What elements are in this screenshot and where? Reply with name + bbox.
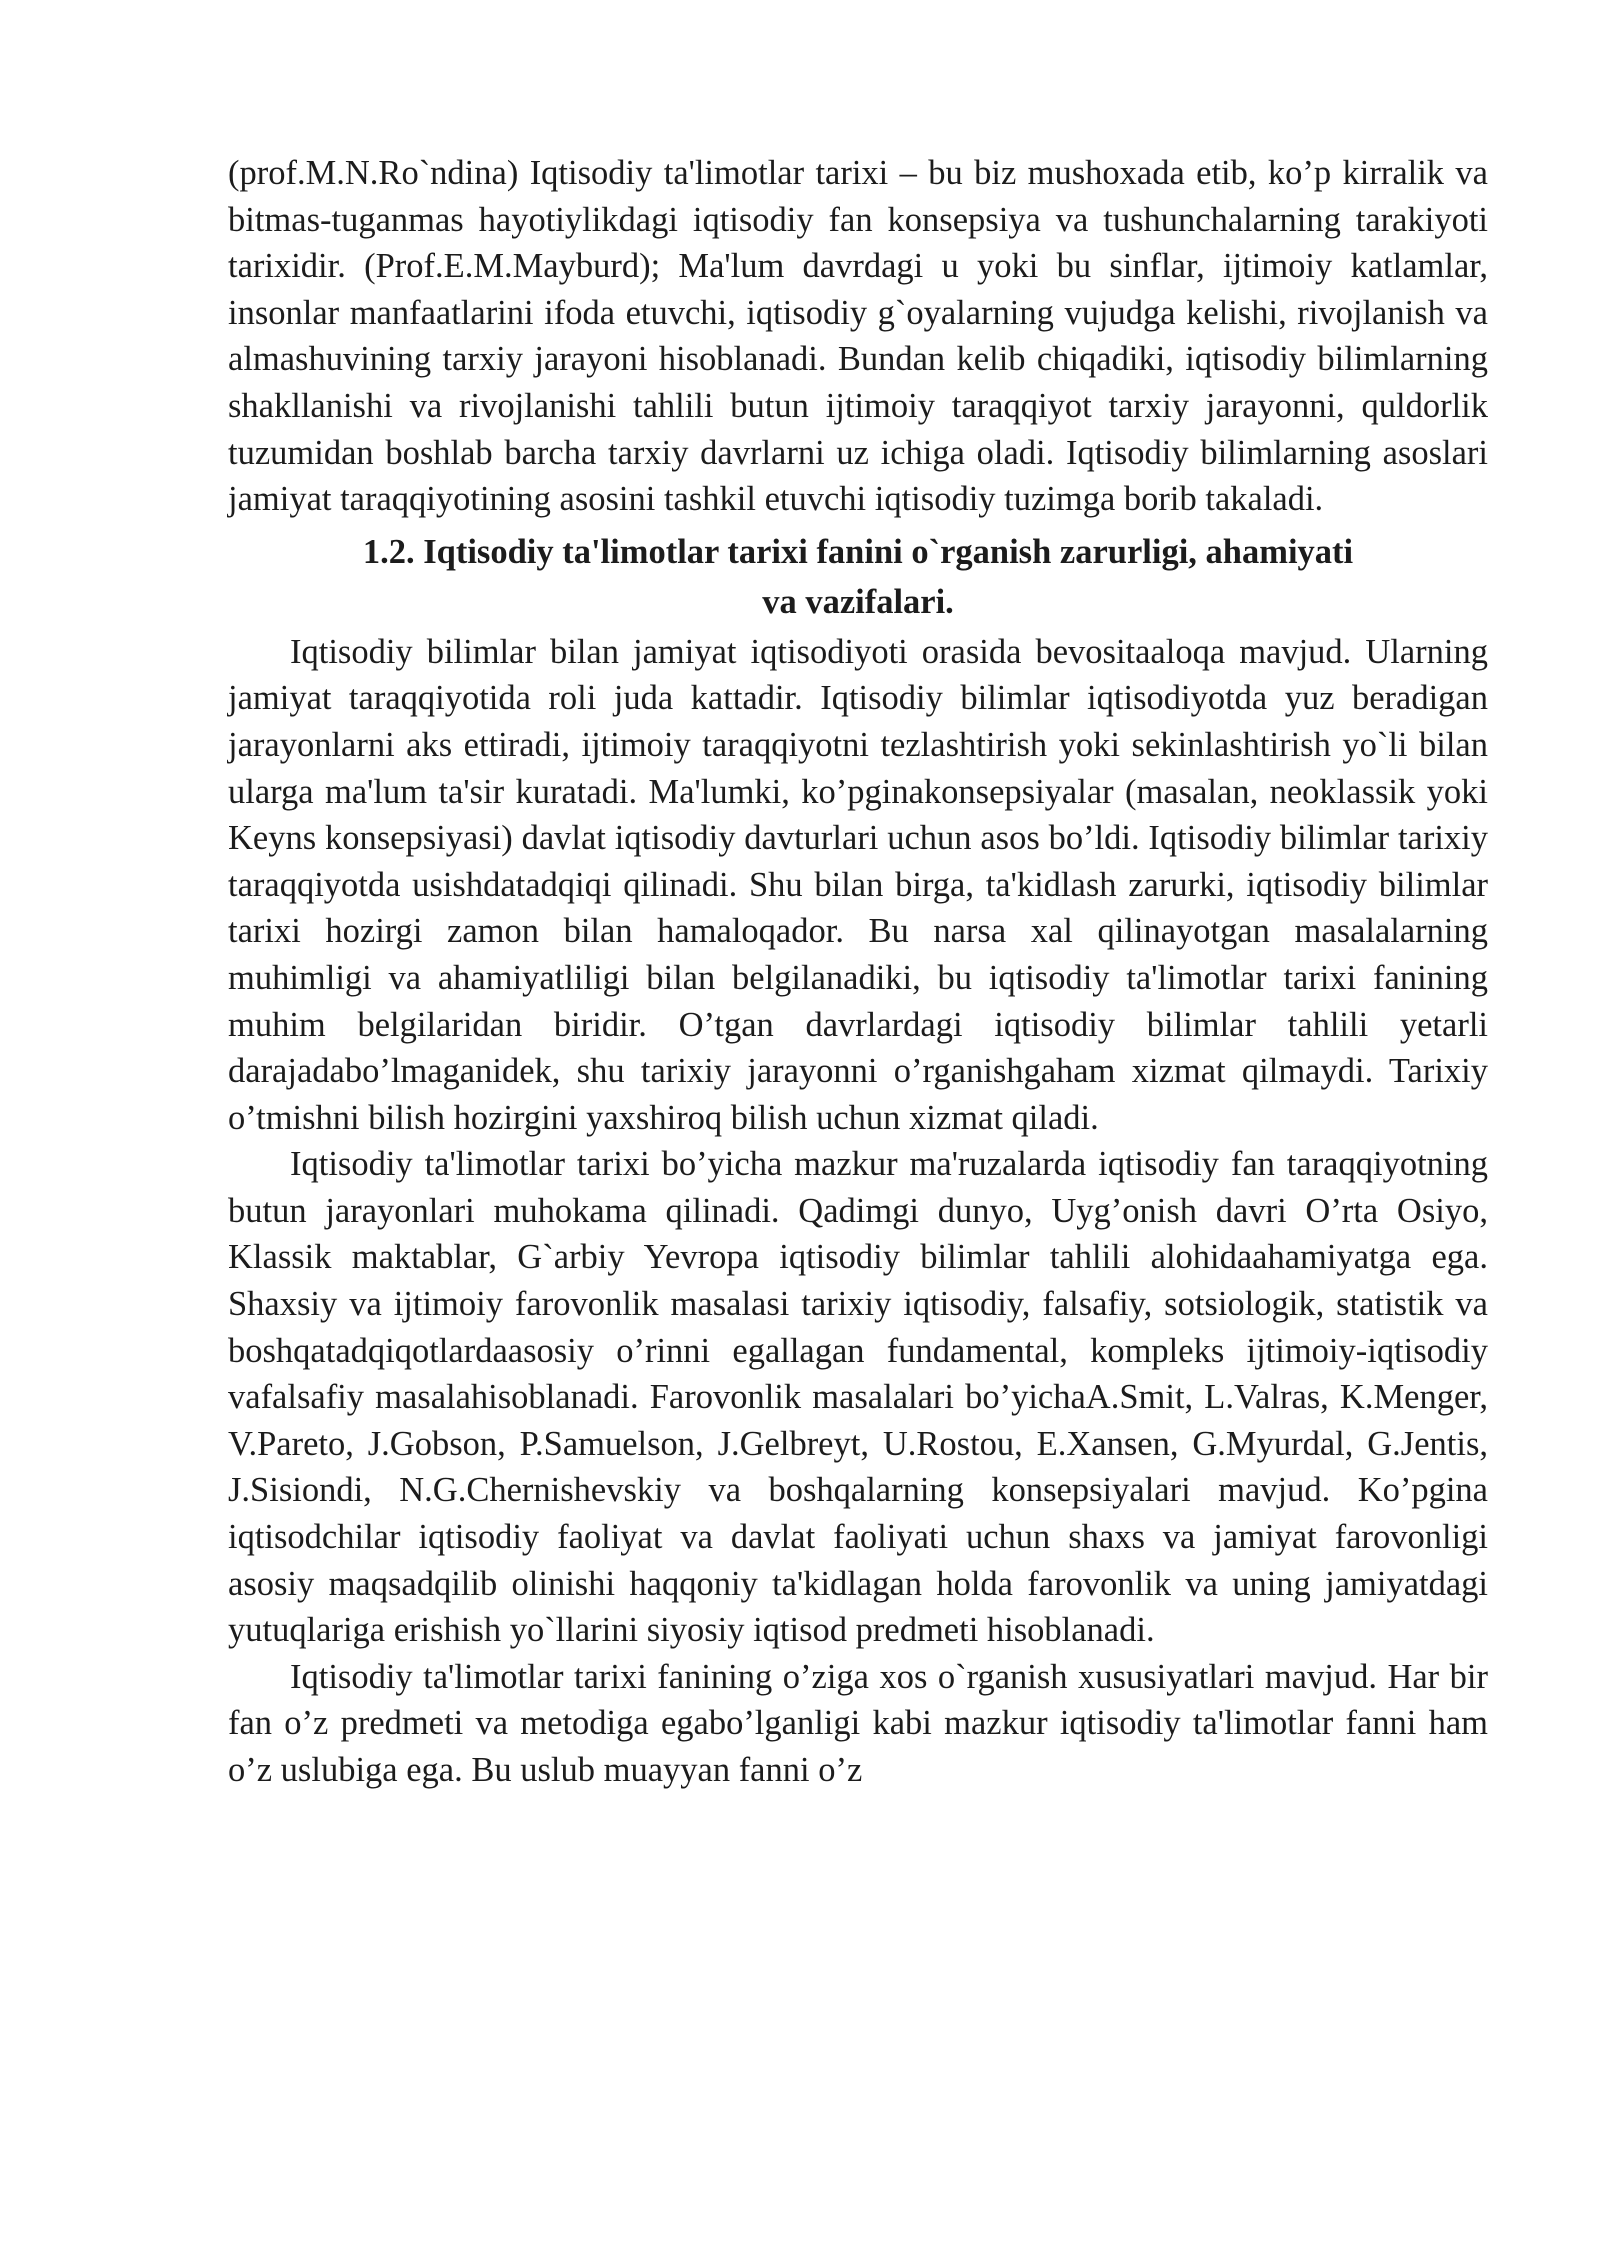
- section-heading-line-2: va vazifalari.: [762, 582, 954, 621]
- document-page: [228, 150, 1488, 1794]
- section-heading: [228, 523, 1488, 629]
- paragraph-intro: (prof.M.N.Ro`ndina) Iqtisodiy ta'limotlar tarixi – bu biz mushoxada etib, ko’p kirralik va bitmas-tuganmas hayotiylikdagi iqtisodiy fan konsepsiya va tushunchalarning tarakiyoti tarixidir. (Prof.E.M.Mayburd); Ma'lum davrdagi u yoki bu sinflar, ijtimoiy katlamlar, insonlar manfaatlarini ifoda etuvchi, iqtisodiy g`oyalarning vujudga kelishi, rivojlanish va almashuvining tarxiy jarayoni hisoblanadi. Bundan kelib chiqadiki, iqtisodiy bilimlarning shakllanishi va rivojlanishi tahlili butun ijtimoiy taraqqiyot tarxiy jarayonni, quldorlik tuzumidan boshlab barcha tarxiy davrlarni uz ichiga oladi. Iqtisodiy bilimlarning asoslari jamiyat taraqqiyotining asosini tashkil etuvchi iqtisodiy tuzimga borib takaladi.: [228, 154, 1488, 519]
- section-heading-line-1: 1.2. Iqtisodiy ta'limotlar tarixi fanini o`rganish zarurligi, ahamiyati: [362, 532, 1354, 571]
- paragraph-lectures-overview: Iqtisodiy ta'limotlar tarixi bo’yicha mazkur ma'ruzalarda iqtisodiy fan taraqqiyotning butun jarayonlari muhokama qilinadi. Qadimgi dunyo, Uyg’onish davri O’rta Osiyo, Klassik maktablar, G`arbiy Yevropa iqtisodiy bilimlar tahlili alohidaahamiyatga ega. Shaxsiy va ijtimoiy farovonlik masalasi tarixiy iqtisodiy, falsafiy, sotsiologik, statistik va boshqatadqiqotlardaasosiy o’rinni egallagan fundamental, kompleks ijtimoiy-iqtisodiy vafalsafiy masalahisoblanadi. Farovonlik masalalari bo’yichaA.Smit, L.Valras, K.Menger, V.Pareto, J.Gobson, P.Samuelson, J.Gelbreyt, U.Rostou, E.Xansen, G.Myurdal, G.Jentis, J.Sisiondi, N.G.Chernishevskiy va boshqalarning konsepsiyalari mavjud. Ko’pgina iqtisodchilar iqtisodiy faoliyat va davlat faoliyati uchun shaxs va jamiyat farovonligi asosiy maqsadqilib olinishi haqqoniy ta'kidlagan holda farovonlik va uning jamiyatdagi yutuqlariga erishish yo`llarini siyosiy iqtisod predmeti hisoblanadi.: [228, 1145, 1488, 1650]
- paragraph-knowledge-and-economy: Iqtisodiy bilimlar bilan jamiyat iqtisodiyoti orasida bevositaaloqa mavjud. Ularning jamiyat taraqqiyotida roli juda kattadir. Iqtisodiy bilimlar iqtisodiyotda yuz beradigan jarayonlarni aks ettiradi, ijtimoiy taraqqiyotni tezlashtirish yoki sekinlashtirish yo`li bilan ularga ma'lum ta'sir kuratadi. Ma'lumki, ko’pginakonsepsiyalar (masalan, neoklassik yoki Keyns konsepsiyasi) davlat iqtisodiy davturlari uchun asos bo’ldi. Iqtisodiy bilimlar tarixiy taraqqiyotda usishdatadqiqi qilinadi. Shu bilan birga, ta'kidlash zarurki, iqtisodiy bilimlar tarixi hozirgi zamon bilan hamaloqador. Bu narsa xal qilinayotgan masalalarning muhimligi va ahamiyatliligi bilan belgilanadiki, bu iqtisodiy ta'limotlar tarixi fanining muhim belgilaridan biridir. O’tgan davrlardagi iqtisodiy bilimlar tahlili yetarli darajadabo’lmaganidek, shu tarixiy jarayonni o’rganishgaham xizmat qilmaydi. Tarixiy o’tmishni bilish hozirgini yaxshiroq bilish uchun xizmat qiladi.: [228, 632, 1488, 1137]
- paragraph-study-features: Iqtisodiy ta'limotlar tarixi fanining o’ziga xos o`rganish xususiyatlari mavjud. Har bir fan o’z predmeti va metodiga egabo’lganligi kabi mazkur iqtisodiy ta'limotlar fanni ham o’z uslubiga ega. Bu uslub muayyan fanni o’z: [228, 1657, 1488, 1789]
